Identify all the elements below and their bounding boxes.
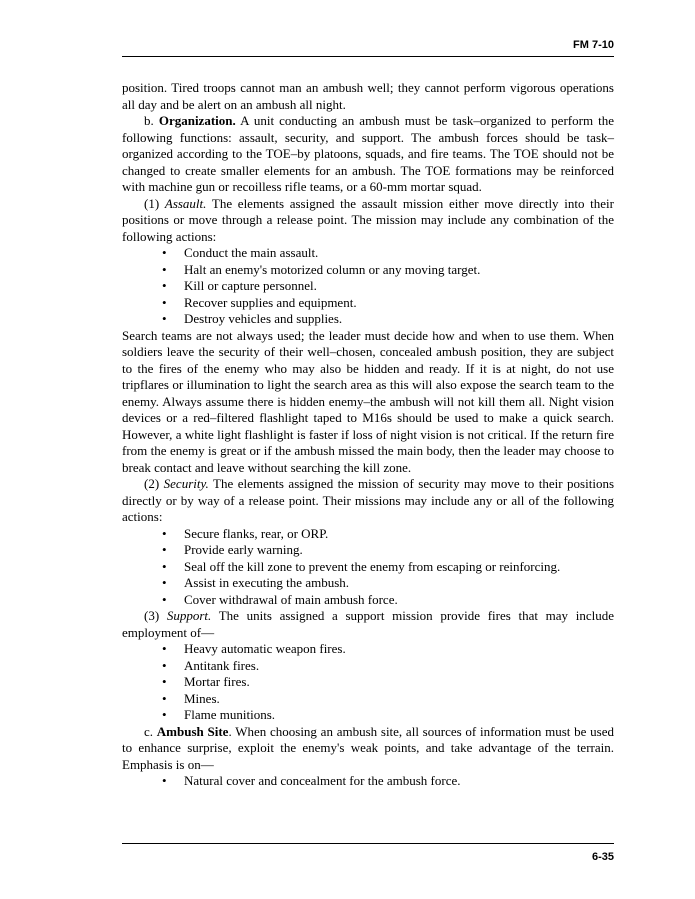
paragraph-text: The elements assigned the mission of security may move to their positions directly or by way of a release point. Their missions may include any or all of the following actions: — [122, 476, 615, 524]
bullet-icon: • — [162, 674, 167, 689]
bullet-icon: • — [162, 773, 167, 788]
bullet-icon: • — [162, 245, 167, 260]
list-item: • Kill or capture personnel. — [162, 278, 317, 293]
bullet-icon: • — [162, 294, 167, 310]
list-item: • Mines. — [162, 690, 220, 706]
list-item: • Halt an enemy's motorized column or any moving target. — [162, 261, 481, 277]
security-actions-list — [122, 526, 614, 609]
paragraph-label: (1) — [144, 195, 160, 211]
paragraph-c-ambush-site — [122, 724, 614, 774]
bullet-icon: • — [162, 591, 167, 607]
list-item: • Cover withdrawal of main ambush force. — [162, 591, 398, 607]
bullet-icon: • — [162, 525, 167, 541]
list-item: • Heavy automatic weapon fires. — [162, 641, 346, 656]
paragraph-assault — [122, 196, 614, 246]
paragraph-heading: Support. — [166, 608, 212, 623]
paragraph-label: c. — [144, 723, 154, 739]
bullet-icon: • — [162, 657, 167, 673]
list-item: • Seal off the kill zone to prevent the enemy from escaping or reinforcing. — [162, 558, 561, 574]
paragraph-search-teams: Search teams are not always used; the leader must decide how and when to use them. When soldiers leave the security of their well–chosen, concealed ambush position, they are subject to the fires of the enemy who may also be hidden and ready. If it is at night, do not use tripflares or illumination to light the search area as this will also expose the search team to the enemy. Always assume there is hidden enemy–the ambush will not kill them all. Night vision devices or a red–filtered flashlight taped to M16s should be used to make a quick search. However, a white light flashlight is faster if loss of night vision is not critical. If the return fire from the enemy is great or if the ambush missed the main body, then the leader may choose to break contact and leave without searching the kill zone. — [122, 327, 614, 475]
paragraph-heading: Security. — [163, 476, 209, 491]
paragraph-security — [122, 476, 614, 526]
header-rule — [122, 56, 614, 57]
list-item: • Conduct the main assault. — [162, 245, 319, 260]
paragraph-text: The units assigned a support mission provide fires that may include employment of— — [122, 608, 615, 640]
list-item: • Destroy vehicles and supplies. — [162, 311, 343, 326]
paragraph-support — [122, 608, 614, 641]
list-item: • Assist in executing the ambush. — [162, 575, 350, 590]
paragraph-label: (2) — [144, 476, 160, 491]
list-item: • Recover supplies and equipment. — [162, 294, 357, 310]
paragraph-text: The elements assigned the assault mission either move directly into their positions or move through a release point. The mission may include any combination of the following actions: — [122, 195, 614, 244]
list-item: • Flame munitions. — [162, 707, 275, 722]
assault-actions-list — [122, 245, 614, 328]
bullet-icon: • — [162, 690, 167, 706]
list-item: • Natural cover and concealment for the ambush force. — [162, 773, 461, 788]
bullet-icon: • — [162, 641, 167, 656]
paragraph-heading: Ambush Site — [156, 723, 229, 739]
bullet-icon: • — [162, 542, 167, 557]
bullet-icon: • — [162, 575, 167, 590]
running-header-document-id: FM 7-10 — [573, 39, 614, 51]
bullet-icon: • — [162, 558, 167, 574]
list-item: • Mortar fires. — [162, 674, 250, 689]
paragraph-text: . When choosing an ambush site, all sources of information must be used to enhance surprise, exploit the enemy's weak points, and take advantage of the terrain. Emphasis is on— — [122, 723, 614, 772]
paragraph-label: (3) — [144, 608, 160, 623]
bullet-icon: • — [162, 261, 167, 277]
list-item: • Antitank fires. — [162, 657, 260, 673]
page-body — [122, 80, 614, 790]
bullet-icon: • — [162, 707, 167, 722]
paragraph-text: A unit conducting an ambush must be task–organized to perform the following functions: assault, security, and support. The ambush forces should be task–organized according to the TOE–by platoons, squads, and fire teams. The TOE should not be changed to create smaller elements for an ambush. The TOE formations may be reinforced with machine gun or recoilless rifle teams, or a 60-mm mortar squad. — [122, 113, 615, 194]
list-item: • Secure flanks, rear, or ORP. — [162, 525, 329, 541]
paragraph-continuation: position. Tired troops cannot man an ambush well; they cannot perform vigorous operations all day and be alert on an ambush all night. — [122, 80, 614, 112]
bullet-icon: • — [162, 278, 167, 293]
paragraph-heading: Assault. — [164, 195, 207, 211]
paragraph-heading: Organization. — [158, 113, 236, 128]
paragraph-label: b. — [144, 113, 154, 128]
ambush-site-emphasis-list — [122, 773, 614, 790]
footer-rule — [122, 843, 614, 844]
bullet-icon: • — [162, 311, 167, 326]
list-item: • Provide early warning. — [162, 542, 303, 557]
support-fires-list — [122, 641, 614, 724]
page-number: 6-35 — [591, 851, 614, 863]
paragraph-b-organization — [122, 113, 614, 196]
